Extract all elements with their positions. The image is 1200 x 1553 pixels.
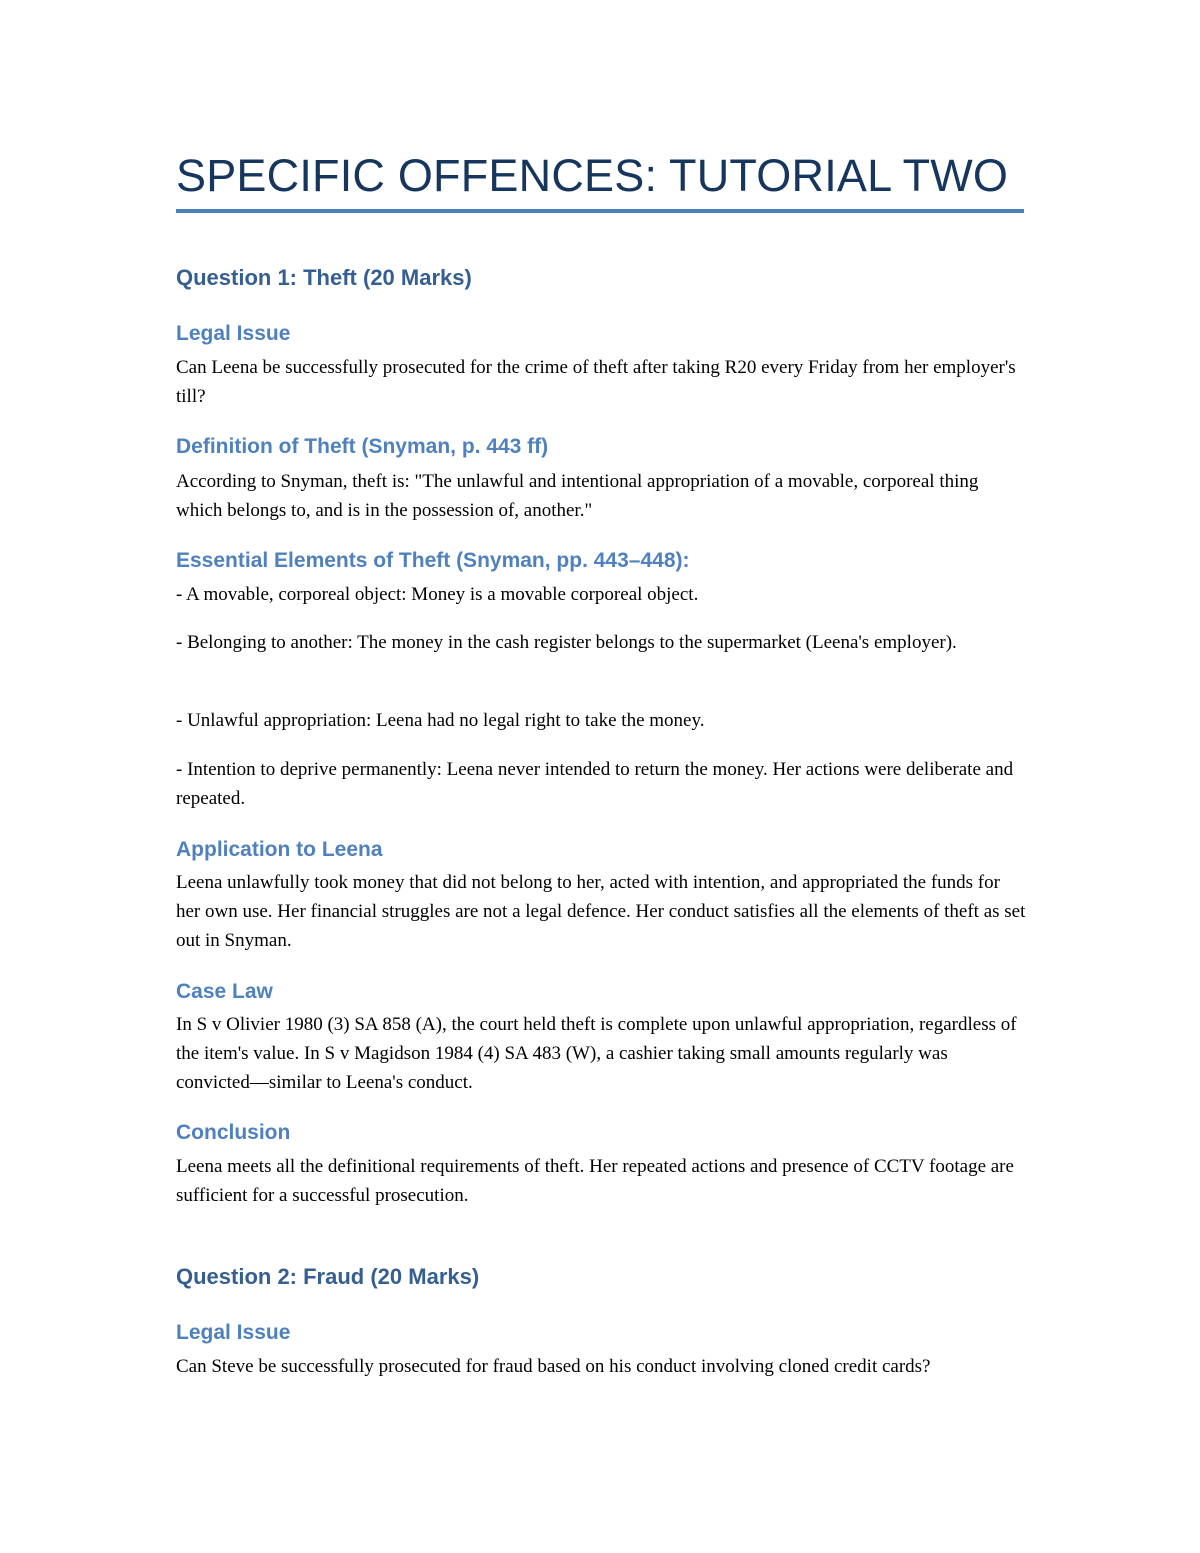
q1-legal-issue-heading: Legal Issue xyxy=(176,322,291,345)
q2-legal-issue-heading: Legal Issue xyxy=(176,1321,291,1344)
q1-element-item: - A movable, corporeal object: Money is a movable corporeal object. xyxy=(176,584,699,605)
q1-case-law-text: In S v Olivier 1980 (3) SA 858 (A), the court held theft is complete upon unlawful appropriation, regardless of the item's value. In S v Magidson 1984 (4) SA 483 (W), a cashier taking small amounts regularly was convicted—similar to Leena's conduct. xyxy=(176,1014,1017,1093)
question-1-heading: Question 1: Theft (20 Marks) xyxy=(176,265,472,290)
q1-definition-heading: Definition of Theft (Snyman, p. 443 ff) xyxy=(176,435,549,458)
q1-element-item: - Unlawful appropriation: Leena had no legal right to take the money. xyxy=(176,710,705,731)
q1-conclusion-text: Leena meets all the definitional requirements of theft. Her repeated actions and presence of CCTV footage are sufficient for a successful prosecution. xyxy=(176,1156,1014,1206)
q1-application-heading: Application to Leena xyxy=(176,838,383,861)
document-title: SPECIFIC OFFENCES: TUTORIAL TWO xyxy=(176,150,1009,201)
q2-legal-issue-text: Can Steve be successfully prosecuted for fraud based on his conduct involving cloned credit cards? xyxy=(176,1356,931,1377)
q1-element-item: - Belonging to another: The money in the cash register belongs to the supermarket (Leena's employer). xyxy=(176,632,957,653)
q1-application-text: Leena unlawfully took money that did not belong to her, acted with intention, and appropriated the funds for her own use. Her financial struggles are not a legal defence. Her conduct satisfies all the elements of theft as set out in Snyman. xyxy=(176,872,1026,951)
question-2-heading: Question 2: Fraud (20 Marks) xyxy=(176,1264,480,1289)
q1-element-item: - Intention to deprive permanently: Leena never intended to return the money. Her actions were deliberate and repeated. xyxy=(176,759,1014,809)
q1-legal-issue-text: Can Leena be successfully prosecuted for the crime of theft after taking R20 every Friday from her employer's till? xyxy=(176,357,1016,407)
q1-definition-text: According to Snyman, theft is: "The unlawful and intentional appropriation of a movable, corporeal thing which belongs to, and is in the possession of, another." xyxy=(176,471,979,521)
q1-elements-heading: Essential Elements of Theft (Snyman, pp. 443–448): xyxy=(176,549,690,572)
q1-conclusion-heading: Conclusion xyxy=(176,1121,291,1144)
q1-case-law-heading: Case Law xyxy=(176,980,273,1003)
title-underline-rule xyxy=(176,209,1024,213)
